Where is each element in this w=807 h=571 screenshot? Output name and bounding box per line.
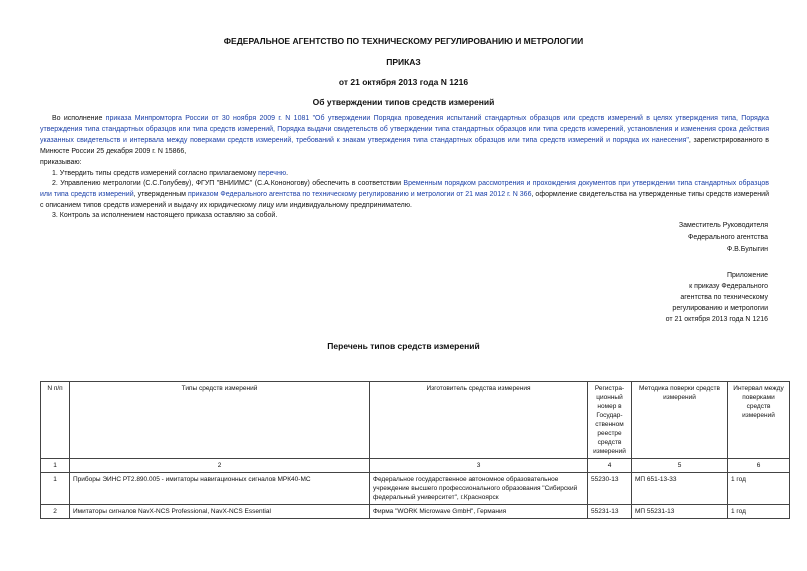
agency-title: ФЕДЕРАЛЬНОЕ АГЕНТСТВО ПО ТЕХНИЧЕСКОМУ РЕГУЛИРОВАНИЮ И МЕТРОЛОГИИ [223, 36, 584, 46]
list-link[interactable]: перечню [258, 170, 287, 177]
preamble-registration-text: , зарегистрированного в Минюсте России 25 декабря 2009 г. N 15866, [40, 137, 770, 155]
appendix-line-2: к приказу Федерального [689, 283, 768, 290]
column-number: 6 [728, 459, 790, 473]
signature-name: Ф.В.Булыгин [726, 246, 768, 253]
appendix-line-3: агентства по техническому [680, 294, 768, 301]
appendix-title: Приложение [726, 272, 768, 279]
instrument-type: Приборы ЭИНС РТ2.890.005 - имитаторы навигационных сигналов МРК40-МС [70, 473, 370, 505]
verification-method: МП 651-13-33 [632, 473, 728, 505]
instruments-table [40, 381, 790, 519]
instrument-type: Имитаторы сигналов NavX-NCS Professional, NavX-NCS Essential [70, 505, 370, 519]
signature-block [679, 220, 768, 256]
column-number: 4 [588, 459, 632, 473]
list-title: Перечень типов средств измерений [327, 341, 480, 351]
column-number: 1 [41, 459, 70, 473]
item-1-text: 1. Утвердить типы средств измерений согласно прилагаемому [52, 170, 259, 177]
row-number: 2 [41, 505, 70, 519]
appendix-block [666, 270, 768, 325]
signature-position: Заместитель Руководителя [678, 222, 768, 229]
manufacturer: Фирма "WORK Microwave GmbH", Германия [370, 505, 588, 519]
row-number: 1 [41, 473, 70, 505]
item-2-text: 2. Управлению метрологии (С.С.Голубеву), ФГУП "ВНИИМС" (С.А.Кононогову) обеспечить в соответствии [52, 180, 404, 187]
column-number: 3 [370, 459, 588, 473]
item-3: 3. Контроль за исполнением настоящего приказа оставляю за собой. [52, 212, 278, 219]
appendix-line-4: регулированию и метрологии [672, 305, 768, 312]
header-number: N п/п [41, 382, 70, 459]
verification-method: МП 55231-13 [632, 505, 728, 519]
header-manufacturer: Изготовитель средства измерения [370, 382, 588, 459]
header-registry-number: Регистра- ционный номер в Государ- ственном реестре средств измерений [588, 382, 632, 459]
temporary-procedure-link[interactable]: Временным порядком рассмотрения и прохождения документов при утверждении типа стандартных образцов или типа средств измерений [40, 180, 770, 198]
appendix-date: от 21 октября 2013 года N 1216 [665, 316, 768, 323]
header-interval: Интервал между поверками средств измерений [728, 382, 790, 459]
signature-agency: Федерального агентства [688, 234, 768, 241]
document-type: ПРИКАЗ [386, 57, 421, 67]
table-header-row [41, 382, 790, 459]
table-column-number-row [41, 459, 790, 473]
order-1081-link[interactable]: приказа Минпромторга России от 30 ноября 2009 г. N 1081 "Об утверждении Порядка проведения испытаний стандартных образцов или средств измерений в целях утверждения типа, Порядка утверждения типа стандартных образцов или типа средств измерений, Порядка выдачи свидетельств об утверждении типа стандартных образцов или типа средств измерений, установления и изменения срока действия указанных свидетельств и интервала между поверками средств измерений, требований к знакам утверждения типа стандартных образцов или типа средств измерений и порядка их нанесения" [40, 115, 770, 144]
item-2-text-end: , оформление свидетельства на утвержденные типы средств измерений с описанием типов средств измерений и выдачу их юридическому лицу или индивидуальному предпринимателю. [40, 191, 769, 209]
verification-interval: 1 год [728, 473, 790, 505]
table-row [41, 505, 790, 519]
header-types: Типы средств измерений [70, 382, 370, 459]
column-number: 2 [70, 459, 370, 473]
item-2-text-mid: , утвержденным [133, 191, 188, 198]
verification-interval: 1 год [728, 505, 790, 519]
order-word: приказываю: [40, 159, 82, 166]
item-2 [40, 178, 769, 211]
registry-number: 55230-13 [588, 473, 632, 505]
header-verification-method: Методика поверки средств измерений [632, 382, 728, 459]
item-1-end: . [286, 170, 289, 177]
registry-number: 55231-13 [588, 505, 632, 519]
preamble-paragraph [40, 113, 769, 157]
table-row [41, 473, 790, 505]
preamble-text: Во исполнение [52, 115, 106, 122]
document-subject: Об утверждении типов средств измерений [312, 97, 495, 107]
column-number: 5 [632, 459, 728, 473]
document-date: от 21 октября 2013 года N 1216 [338, 77, 469, 87]
order-366-link[interactable]: приказом Федерального агентства по техническому регулированию и метрологии от 21 мая 2012 г. N 366 [187, 191, 532, 198]
manufacturer: Федеральное государственное автономное образовательное учреждение высшего профессионального образования "Сибирский федеральный университет", г.Красноярск [370, 473, 588, 505]
